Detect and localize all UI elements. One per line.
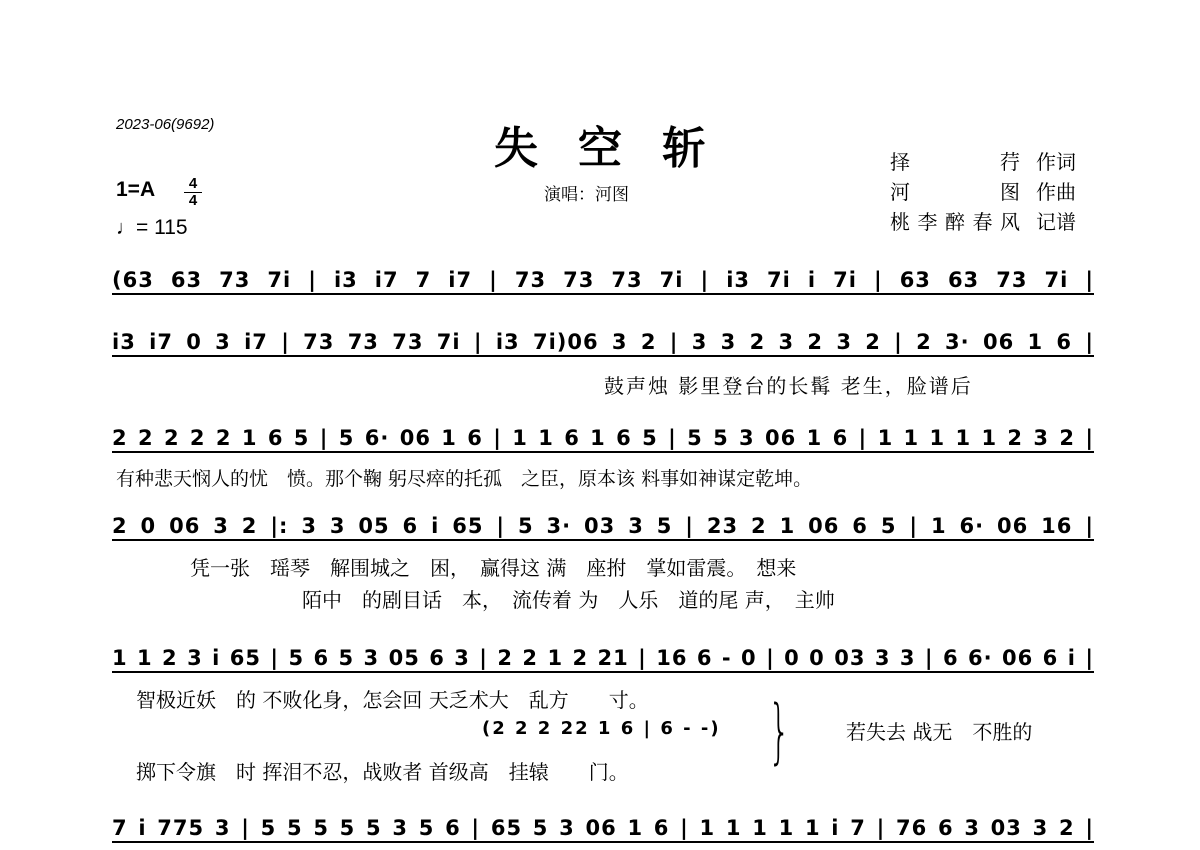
composer-credit (890, 176, 1076, 205)
score-reference-code: 2023-06(9692) (116, 116, 215, 133)
tempo-value: = 115 (136, 216, 188, 239)
transcriber-role: 记谱 (1036, 210, 1076, 234)
verse-brace: } (768, 690, 791, 772)
song-title: 失空斩 (494, 123, 746, 174)
lyric-line-5b: 掷下令旗 时 挥泪不忍，战败者 首级高 挂辕 门。 (136, 760, 629, 784)
composer-role: 作曲 (1036, 180, 1076, 204)
lyric-line-4b: 陌中 的剧目话 本， 流传着 为 人乐 道的尾 声， 主帅 (302, 588, 835, 612)
score-line-3: 2 2 2 2 2 1 6 5 | 5 6· 06 1 6 | 1 1 6 1 6 5 | 5 5 3 06 1 6 | 1 1 1 1 1 2 3 2 | (112, 426, 1094, 450)
lyricist-role: 作词 (1036, 150, 1076, 174)
lyric-line-5c: 若失去 战无 不胜的 (846, 720, 1033, 744)
score-line-2: i3 i7 0 3 i7 | 73 73 73 7i | i3 7i)06 3 2 | 3 3 2 3 2 3 2 | 2 3· 06 1 6 | (112, 330, 1094, 354)
lyric-line-3: 有种悲天悯人的忧 愤。那个鞠 躬尽瘁的托孤 之臣，原本该 料事如神谋定乾坤。 (116, 468, 813, 490)
transcriber-credit (890, 206, 1076, 235)
time-signature (183, 176, 203, 209)
interlude-notation: (2 2 2 22 1 6 | 6 - -) (482, 718, 721, 739)
time-signature-bottom: 4 (188, 192, 198, 209)
singer-credit: 演唱：河图 (544, 185, 629, 205)
transcriber-name: 桃李醉春风 (890, 210, 1020, 234)
score-line-5: 1 1 2 3 i 65 | 5 6 5 3 05 6 3 | 2 2 1 2 21 | 16 6 - 0 | 0 0 03 3 3 | 6 6· 06 6 i | (112, 646, 1094, 670)
time-signature-top: 4 (188, 175, 198, 192)
lyricist-name: 择荇 (890, 150, 1020, 174)
composer-name: 河图 (890, 180, 1020, 204)
lyric-line-5a: 智极近妖 的 不败化身，怎会回 天乏术大 乱方 寸。 (136, 688, 649, 712)
lyric-line-4a: 凭一张 瑶琴 解围城之 困， 赢得这 满 座拊 掌如雷震。 想来 (190, 556, 797, 580)
lyricist-credit (890, 146, 1076, 175)
tempo-marking (116, 216, 188, 240)
score-line-1: (63 63 73 7i | i3 i7 7 i7 | 73 73 73 7i | i3 7i i 7i | 63 63 73 7i | (112, 268, 1094, 292)
quarter-note-icon: ♩ (116, 217, 136, 239)
lyric-line-2: 鼓声烛 影里登台的长髯 老生，脸谱后 (604, 374, 973, 398)
key-signature: 1=A (116, 178, 156, 201)
score-line-6: 7 i 775 3 | 5 5 5 5 5 3 5 6 | 65 5 3 06 1 6 | 1 1 1 1 1 i 7 | 76 6 3 03 3 2 | (112, 816, 1094, 840)
score-line-4: 2 0 06 3 2 |: 3 3 05 6 i 65 | 5 3· 03 3 5 | 23 2 1 06 6 5 | 1 6· 06 16 | (112, 514, 1094, 538)
